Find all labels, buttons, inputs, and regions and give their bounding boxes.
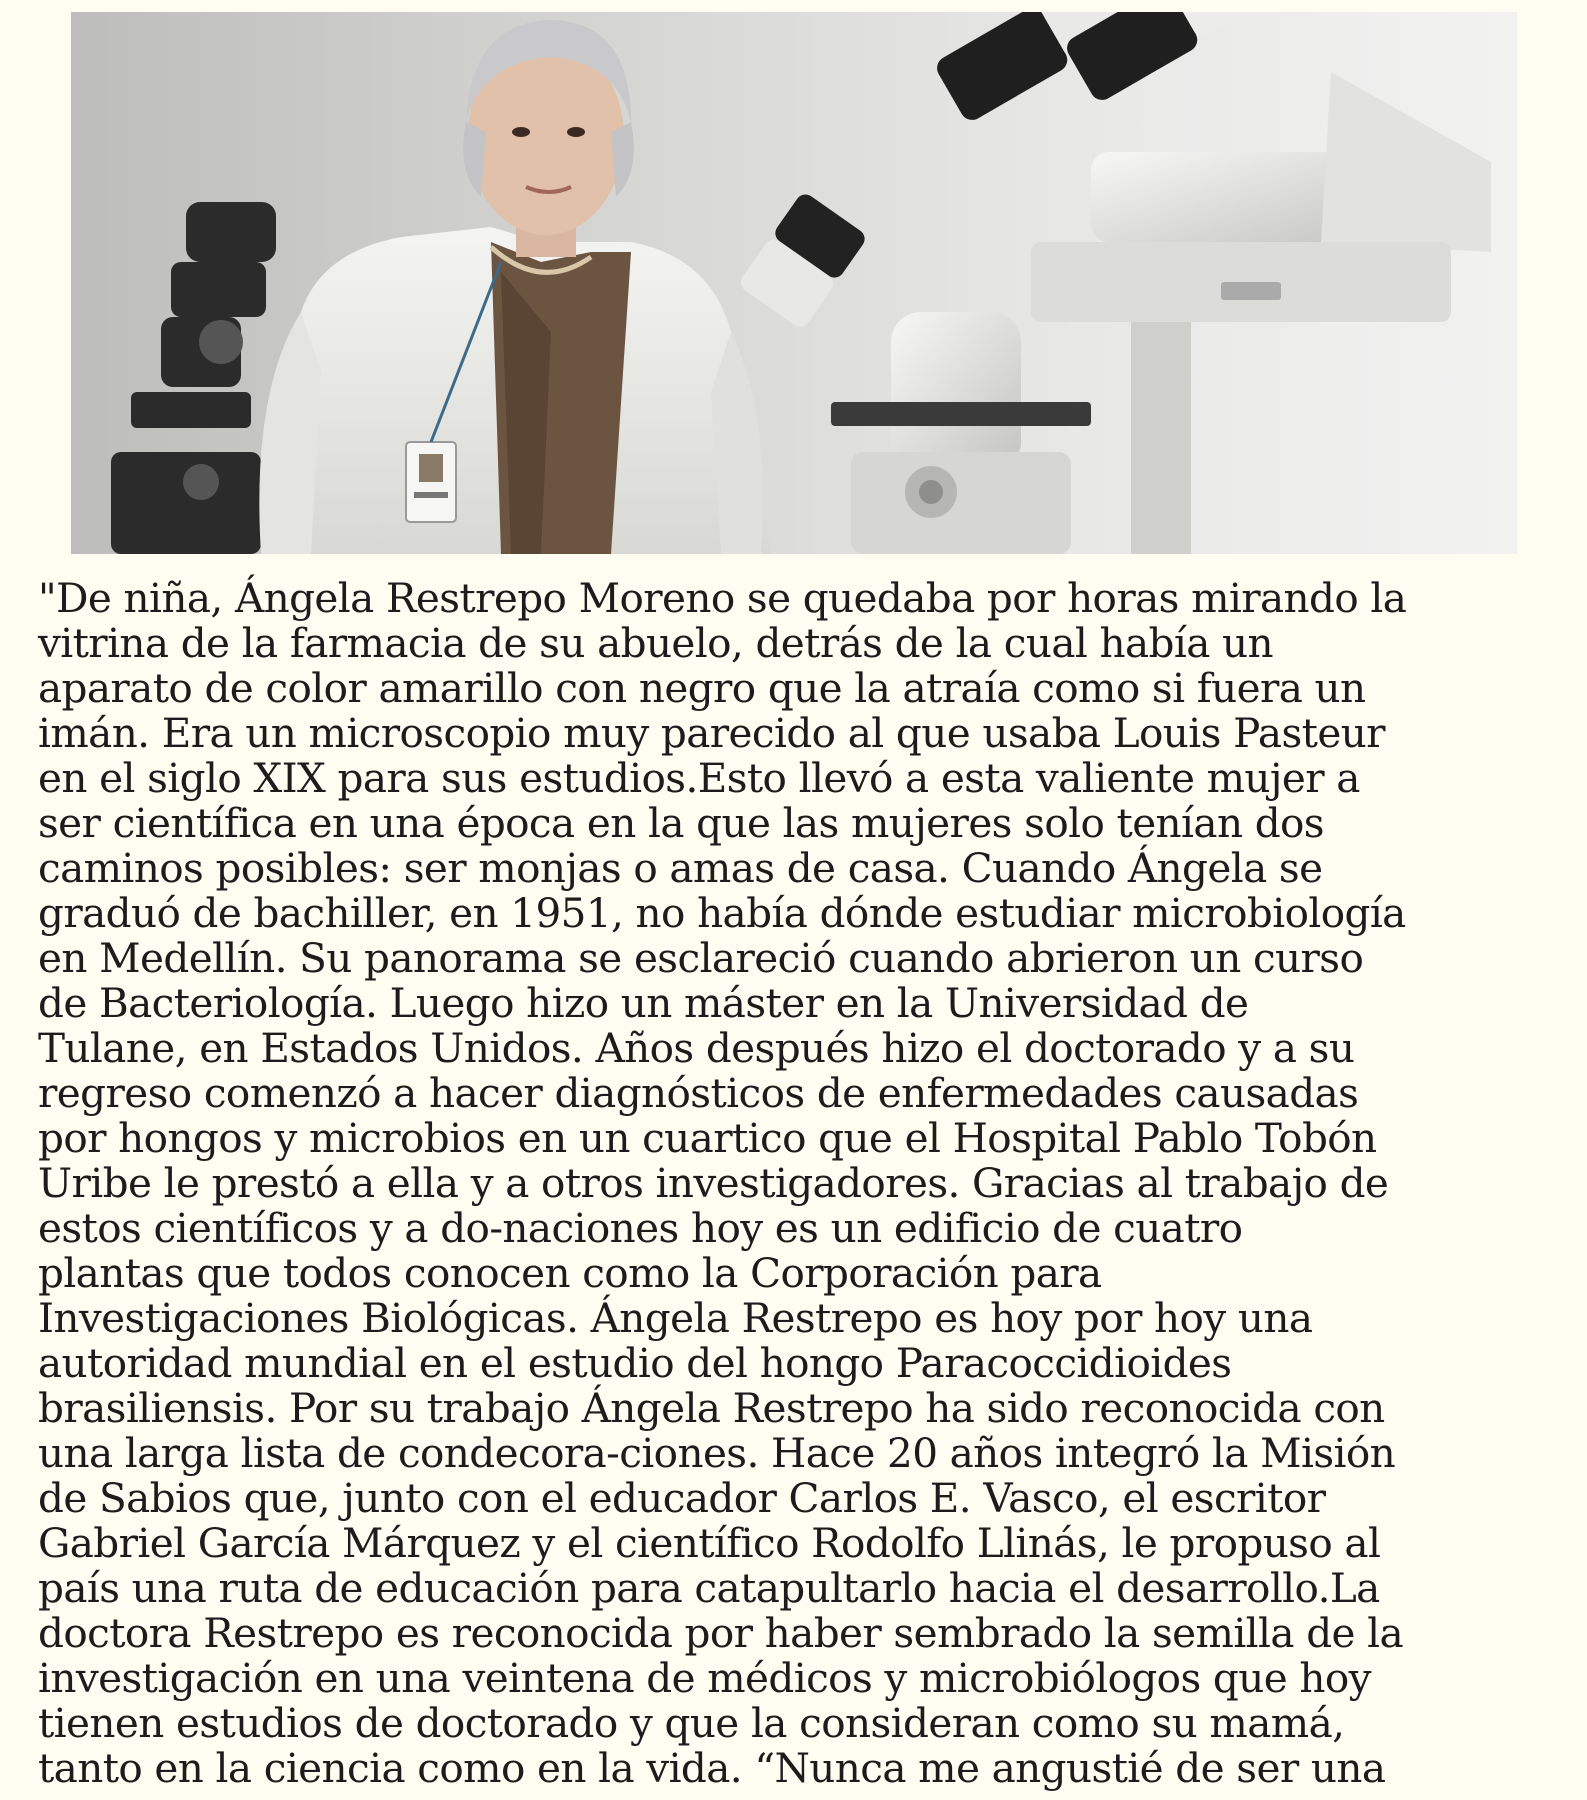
scientist-with-microscopes-photo [71,12,1517,554]
article-line: aparato de color amarillo con negro que la atraía como si fuera un [38,664,1366,712]
article-line: en el siglo XIX para sus estudios.Esto llevó a esta valiente mujer a [38,754,1360,802]
article-line: una larga lista de condecora-ciones. Hace 20 años integró la Misión [38,1429,1396,1477]
article-line: de Sabios que, junto con el educador Carlos E. Vasco, el escritor [38,1474,1326,1522]
article-line: de Bacteriología. Luego hizo un máster en la Universidad de [38,979,1249,1027]
article-line: investigación en una veintena de médicos y microbiólogos que hoy [38,1654,1371,1702]
article-line: plantas que todos conocen como la Corporación para [38,1249,1102,1297]
article-line: ser científica en una época en la que las mujeres solo tenían dos [38,799,1324,847]
article-line: Tulane, en Estados Unidos. Años después hizo el doctorado y a su [38,1024,1355,1072]
article-line: por hongos y microbios en un cuartico que el Hospital Pablo Tobón [38,1114,1377,1162]
article-line: vitrina de la farmacia de su abuelo, detrás de la cual había un [38,619,1273,667]
article-line: "De niña, Ángela Restrepo Moreno se quedaba por horas mirando la [38,574,1407,622]
article-line: estos científicos y a do-naciones hoy es un edificio de cuatro [38,1204,1243,1252]
article-line: brasiliensis. Por su trabajo Ángela Restrepo ha sido reconocida con [38,1384,1385,1432]
article-line: regreso comenzó a hacer diagnósticos de enfermedades causadas [38,1069,1359,1117]
article-line: en Medellín. Su panorama se esclareció cuando abrieron un curso [38,934,1364,982]
article-line: tanto en la ciencia como en la vida. “Nunca me angustié de ser una [38,1744,1386,1792]
article-body [38,576,1558,1791]
article-line: caminos posibles: ser monjas o amas de casa. Cuando Ángela se [38,844,1323,892]
article-line: país una ruta de educación para catapultarlo hacia el desarrollo.La [38,1564,1380,1612]
article-line: Gabriel García Márquez y el científico Rodolfo Llinás, le propuso al [38,1519,1381,1567]
article-line: imán. Era un microscopio muy parecido al que usaba Louis Pasteur [38,709,1385,757]
article-line: autoridad mundial en el estudio del hongo Paracoccidioides [38,1339,1232,1387]
article-line: doctora Restrepo es reconocida por haber sembrado la semilla de la [38,1609,1404,1657]
article-line: Investigaciones Biológicas. Ángela Restrepo es hoy por hoy una [38,1294,1313,1342]
article-line: graduó de bachiller, en 1951, no había dónde estudiar microbiología [38,889,1406,937]
article-line: tienen estudios de doctorado y que la consideran como su mamá, [38,1699,1345,1747]
article-line: Uribe le prestó a ella y a otros investigadores. Gracias al trabajo de [38,1159,1389,1207]
